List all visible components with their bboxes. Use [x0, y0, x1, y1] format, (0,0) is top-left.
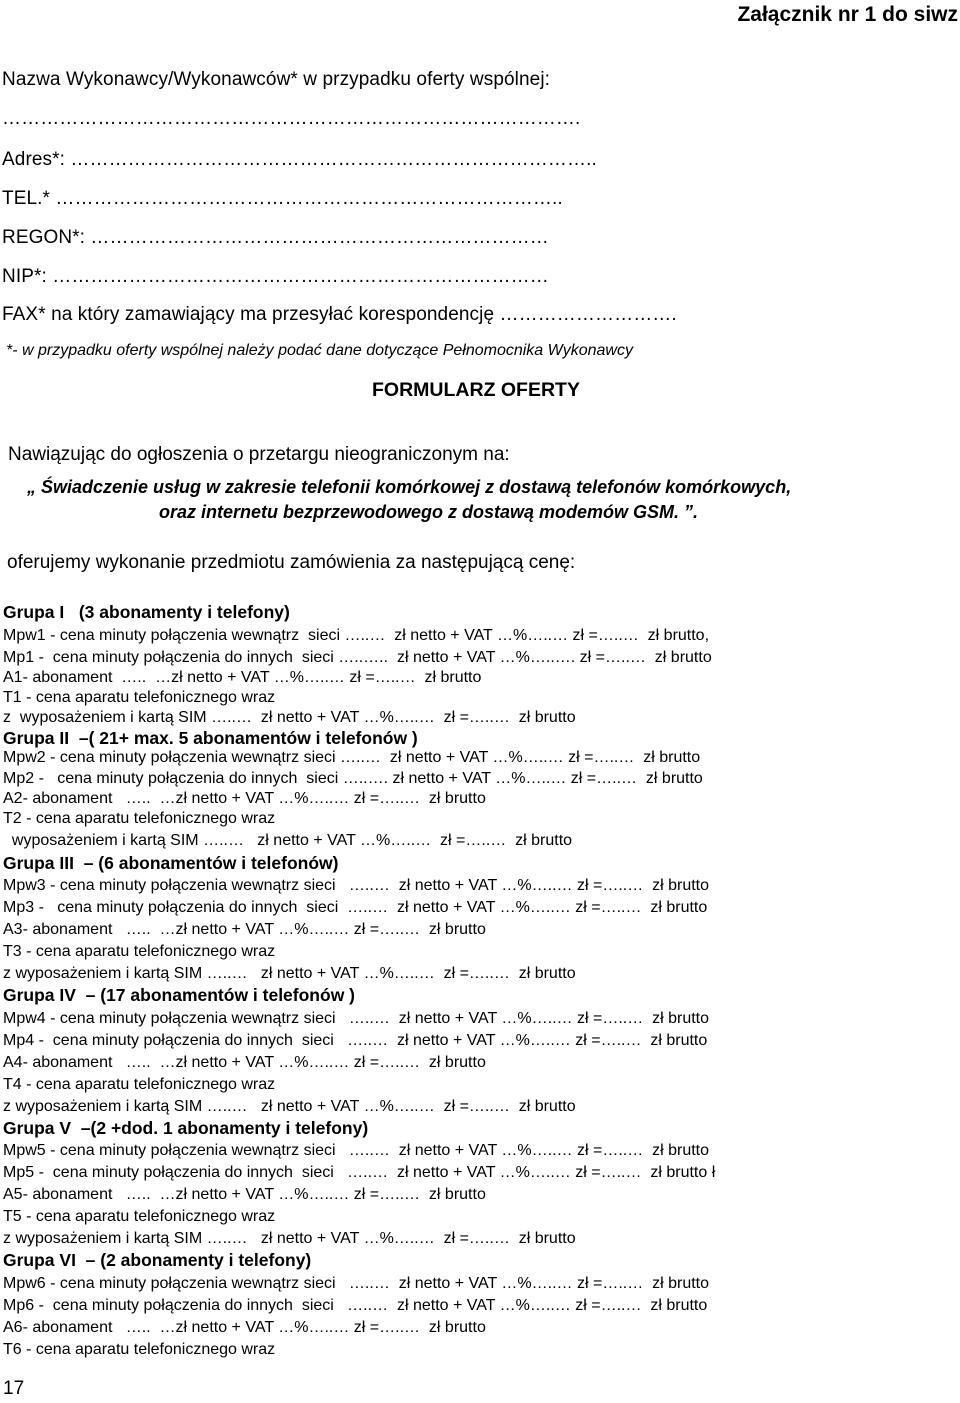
nip-field: NIP*: …………………………………………………………………… [2, 266, 549, 287]
tender-name-line-2: oraz internetu bezprzewodowego z dostawą modemów GSM. ”. [159, 502, 699, 522]
group-4-phone-label: T4 - cena aparatu telefonicznego wraz [3, 1076, 276, 1093]
contractor-name-dots: ………………………………………………………………………………. [2, 108, 581, 129]
group-6-title: Grupa VI – (2 abonamenty i telefony) [3, 1250, 312, 1270]
group-3-mpw-line: Mpw3 - cena minuty połączenia wewnątrz sieci …..… zł netto + VAT …%…..… zł =…..… zł brutto [3, 877, 710, 894]
group-5-phone-line: z wyposażeniem i kartą SIM …..… zł netto + VAT …%…..… zł =…..… zł brutto [3, 1230, 576, 1247]
group-5-subscription-line: A5- abonament ….. …zł netto + VAT …%…..… zł =…..… zł brutto [3, 1186, 486, 1203]
group-1-mpw-line: Mpw1 - cena minuty połączenia wewnątrz sieci …..… zł netto + VAT …%…..… zł =…..… zł brutto, [3, 627, 710, 644]
group-4-mp-line: Mp4 - cena minuty połączenia do innych sieci …..… zł netto + VAT …%…..… zł =…..… zł brutto [3, 1032, 708, 1049]
group-1-subscription-line: A1- abonament ….. …zł netto + VAT …%…..… zł =…..… zł brutto [3, 669, 482, 686]
group-4-phone-line: z wyposażeniem i kartą SIM …..… zł netto + VAT …%…..… zł =…..… zł brutto [3, 1098, 576, 1115]
group-4-subscription-line: A4- abonament ….. …zł netto + VAT …%…..… zł =…..… zł brutto [3, 1054, 486, 1071]
fax-field: FAX* na który zamawiający ma przesyłać korespondencję ………………………. [2, 304, 677, 325]
group-1-title: Grupa I (3 abonamenty i telefony) [3, 602, 290, 622]
page-number: 17 [3, 1378, 25, 1399]
joint-offer-footnote: *- w przypadku oferty wspólnej należy podać dane dotyczące Pełnomocnika Wykonawcy [6, 342, 633, 359]
group-2-phone-label: T2 - cena aparatu telefonicznego wraz [3, 810, 276, 827]
group-2-title: Grupa II –( 21+ max. 5 abonamentów i telefonów ) [3, 728, 418, 748]
group-3-phone-label: T3 - cena aparatu telefonicznego wraz [3, 943, 276, 960]
group-3-mp-line: Mp3 - cena minuty połączenia do innych sieci …..… zł netto + VAT …%…..… zł =…..… zł brutto [3, 899, 708, 916]
group-3-phone-line: z wyposażeniem i kartą SIM …..… zł netto + VAT …%…..… zł =…..… zł brutto [3, 965, 576, 982]
address-field: Adres*: ……………………………………………………………………….. [2, 149, 597, 170]
group-6-mp-line: Mp6 - cena minuty połączenia do innych sieci …..… zł netto + VAT …%…..… zł =…..… zł brutto [3, 1297, 708, 1314]
group-5-phone-label: T5 - cena aparatu telefonicznego wraz [3, 1208, 276, 1225]
group-2-mpw-line: Mpw2 - cena minuty połączenia wewnątrz sieci …..… zł netto + VAT …%…..… zł =…..… zł brutto [3, 749, 701, 766]
group-6-phone-label: T6 - cena aparatu telefonicznego wraz [3, 1341, 276, 1358]
intro-text: Nawiązując do ogłoszenia o przetargu nieograniczonym na: [8, 444, 510, 465]
group-1-mp-line: Mp1 - cena minuty połączenia do innych sieci …..….. zł netto + VAT …%…..…. zł =…..… zł brutto [3, 649, 712, 666]
group-3-subscription-line: A3- abonament ….. …zł netto + VAT …%…..… zł =…..… zł brutto [3, 921, 486, 938]
group-6-subscription-line: A6- abonament ….. …zł netto + VAT …%…..… zł =…..… zł brutto [3, 1319, 486, 1336]
group-1-phone-line: z wyposażeniem i kartą SIM …..… zł netto + VAT …%…..… zł =…..… zł brutto [3, 709, 576, 726]
tender-name-line-1: „ Świadczenie usług w zakresie telefonii komórkowej z dostawą telefonów komórkowych, [27, 477, 792, 497]
attachment-header: Załącznik nr 1 do siwz [737, 3, 958, 26]
group-5-mp-line: Mp5 - cena minuty połączenia do innych sieci …..… zł netto + VAT …%…..… zł =…..… zł brutto ł [3, 1164, 716, 1181]
group-1-phone-label: T1 - cena aparatu telefonicznego wraz [3, 689, 276, 706]
group-4-title: Grupa IV – (17 abonamentów i telefonów ) [3, 985, 355, 1005]
group-2-mp-line: Mp2 - cena minuty połączenia do innych sieci …..…. zł netto + VAT …%…..… zł =…..… zł brutto [3, 770, 703, 787]
phone-field: TEL.* …………………………………………………………………….. [2, 188, 563, 209]
regon-field: REGON*: ……………………………………………………………… [2, 227, 549, 248]
offer-statement: oferujemy wykonanie przedmiotu zamówienia za następującą cenę: [7, 552, 576, 573]
group-2-subscription-line: A2- abonament ….. …zł netto + VAT …%…..… zł =…..… zł brutto [3, 790, 486, 807]
group-4-mpw-line: Mpw4 - cena minuty połączenia wewnątrz sieci …..… zł netto + VAT …%…..… zł =…..… zł brutto [3, 1010, 710, 1027]
form-title: FORMULARZ OFERTY [372, 379, 580, 401]
group-5-mpw-line: Mpw5 - cena minuty połączenia wewnątrz sieci …..… zł netto + VAT …%…..… zł =…..… zł brutto [3, 1142, 710, 1159]
group-2-phone-line: wyposażeniem i kartą SIM …..… zł netto + VAT …%…..… zł =…..… zł brutto [3, 832, 573, 849]
group-3-title: Grupa III – (6 abonamentów i telefonów) [3, 853, 339, 873]
group-5-title: Grupa V –(2 +dod. 1 abonamenty i telefony) [3, 1118, 369, 1138]
group-6-mpw-line: Mpw6 - cena minuty połączenia wewnątrz sieci …..… zł netto + VAT …%…..… zł =…..… zł brutto [3, 1275, 710, 1292]
contractor-name-label: Nazwa Wykonawcy/Wykonawców* w przypadku oferty wspólnej: [2, 69, 551, 90]
